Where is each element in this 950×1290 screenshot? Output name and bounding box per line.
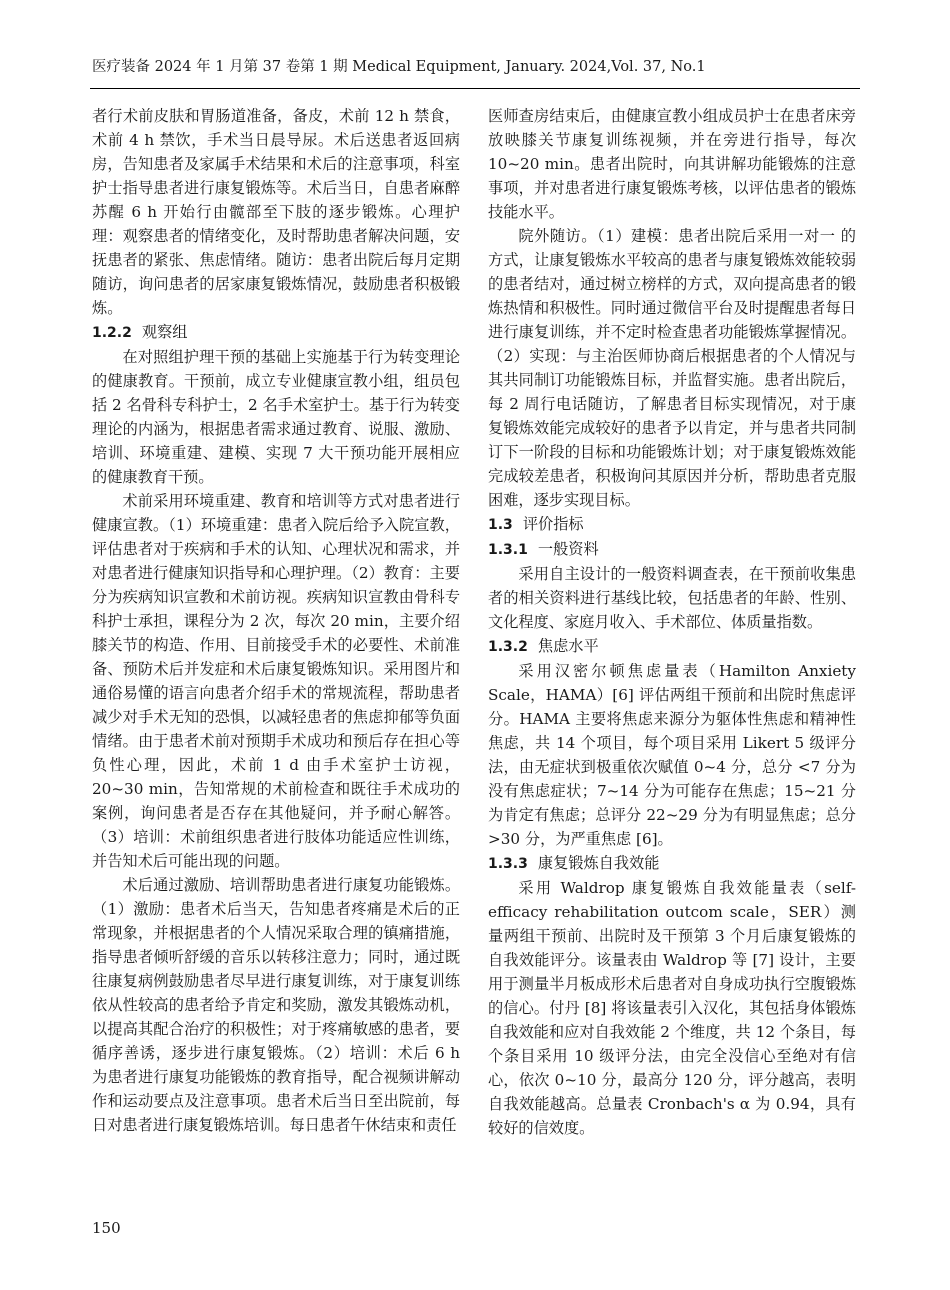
section-heading-1-3-2 xyxy=(488,634,856,659)
section-heading-1-3 xyxy=(488,512,856,537)
section-title: 焦虑水平 xyxy=(537,637,599,655)
page-number: 150 xyxy=(92,1219,121,1237)
section-number: 1.3.3 xyxy=(488,856,528,872)
paragraph: 院外随访。（1）建模：患者出院后采用一对一 的方式，让康复锻炼水平较高的患者与康复锻炼效能较弱的患者结对，通过树立榜样的方式，双向提高患者的锻炼热情和积极性。同时通过微信平台及时提醒患者每日进行康复训练，并不定时检查患者功能锻炼掌握情况。（2）实现：与主治医师协商后根据患者的个人情况与其共同制订功能锻炼目标，并监督实施。患者出院后，每 2 周行电话随访，了解患者目标实现情况，对于康复锻炼效能完成较好的患者予以肯定，并与患者共同制订下一阶段的目标和功能锻炼计划；对于康复锻炼效能完成较差患者，积极询问其原因并分析，帮助患者克服困难，逐步实现目标。 xyxy=(488,227,856,509)
paragraph: 采用自主设计的一般资料调查表，在干预前收集患者的相关资料进行基线比较，包括患者的年龄、性别、文化程度、家庭月收入、手术部位、体质量指数。 xyxy=(488,565,856,631)
paragraph: 术前采用环境重建、教育和培训等方式对患者进行健康宣教。（1）环境重建：患者入院后给予入院宣教，评估患者对于疾病和手术的认知、心理状况和需求，并对患者进行健康知识指导和心理护理。（2）教育：主要分为疾病知识宣教和术前访视。疾病知识宣教由骨科专科护士承担，课程分为 2 次，每次 20 min，主要介绍膝关节的构造、作用、目前接受手术的必要性、术前准备、预防术后并发症和术后康复锻炼知识。采用图片和通俗易懂的语言向患者介绍手术的常规流程，帮助患者减少对手术无知的恐惧，以减轻患者的焦虑抑郁等负面情绪。由于患者术前对预期手术成功和预后存在担心等负性心理，因此，术前 1 d 由手术室护士访视，20~30 min，告知常规的术前检查和既往手术成功的案例，询问患者是否存在其他疑问，并予耐心解答。（3）培训：术前组织患者进行肢体功能适应性训练，并告知术后可能出现的问题。 xyxy=(92,492,460,870)
section-title: 康复锻炼自我效能 xyxy=(537,854,660,872)
left-column xyxy=(92,104,460,1137)
section-heading-1-2-2 xyxy=(92,320,460,345)
running-header: 医疗装备 2024 年 1 月第 37 卷第 1 期 Medical Equipment, January. 2024,Vol. 37, No.1 xyxy=(92,59,706,75)
paragraph-continued: 医师查房结束后，由健康宣教小组成员护士在患者床旁放映膝关节康复训练视频，并在旁进行指导，每次 10~20 min。患者出院时，向其讲解功能锻炼的注意事项，并对患者进行康复锻炼考核，以评估患者的锻炼技能水平。 xyxy=(488,107,856,221)
paragraph: 术后通过激励、培训帮助患者进行康复功能锻炼。（1）激励：患者术后当天，告知患者疼痛是术后的正常现象，并根据患者的个人情况采取合理的镇痛措施，指导患者倾听舒缓的音乐以转移注意力；同时，通过既往康复病例鼓励患者尽早进行康复训练，对于康复训练依从性较高的患者给予肯定和奖励，激发其锻炼动机，以提高其配合治疗的积极性；对于疼痛敏感的患者，要循序善诱，逐步进行康复锻炼。（2）培训：术后 6 h 为患者进行康复功能锻炼的教育指导，配合视频讲解动作和运动要点及注意事项。患者术后当日至出院前，每日对患者进行康复锻炼培训。每日患者午休结束和责任 xyxy=(92,876,460,1134)
paragraph: 在对照组护理干预的基础上实施基于行为转变理论的健康教育。干预前，成立专业健康宣教小组，组员包括 2 名骨科专科护士，2 名手术室护士。基于行为转变理论的内涵为，根据患者需求通过教育、说服、激励、培训、环境重建、建模、实现 7 大干预功能开展相应的健康教育干预。 xyxy=(92,348,460,486)
section-number: 1.3.2 xyxy=(488,639,528,655)
section-heading-1-3-3 xyxy=(488,851,856,876)
section-number: 1.2.2 xyxy=(92,325,132,341)
section-heading-1-3-1 xyxy=(488,537,856,562)
section-title: 观察组 xyxy=(141,323,188,341)
right-column xyxy=(488,104,856,1140)
section-number: 1.3.1 xyxy=(488,542,528,558)
paragraph-continued: 者行术前皮肤和胃肠道准备，备皮，术前 12 h 禁食，术前 4 h 禁饮，手术当日晨导尿。术后送患者返回病房，告知患者及家属手术结果和术后的注意事项，科室护士指导患者进行康复锻炼等。术后当日，自患者麻醉苏醒 6 h 开始行由髋部至下肢的逐步锻炼。心理护理：观察患者的情绪变化，及时帮助患者解决问题，安抚患者的紧张、焦虑情绪。随访：患者出院后每月定期随访，询问患者的居家康复锻炼情况，鼓励患者积极锻炼。 xyxy=(92,107,460,317)
section-title: 评价指标 xyxy=(522,515,584,533)
section-number: 1.3 xyxy=(488,517,513,533)
section-title: 一般资料 xyxy=(537,540,599,558)
header-rule xyxy=(90,88,860,89)
paragraph: 采用汉密尔顿焦虑量表（Hamilton Anxiety Scale，HAMA）[6] 评估两组干预前和出院时焦虑评分。HAMA 主要将焦虑来源分为躯体性焦虑和精神性焦虑，共 14 个项目，每个项目采用 Likert 5 级评分法，由无症状到极重依次赋值 0~4 分，总分 <7 分为没有焦虑症状；7~14 分为可能存在焦虑；15~21 分为肯定有焦虑；总评分 22~29 分为有明显焦虑；总分 >30 分，为严重焦虑 [6]。 xyxy=(488,662,856,848)
paragraph: 采用 Waldrop 康复锻炼自我效能量表（self-efficacy rehabilitation outcom scale，SER）测量两组干预前、出院时及干预第 3 个月后康复锻炼的自我效能评分。该量表由 Waldrop 等 [7] 设计，主要用于测量半月板成形术后患者对自身成功执行空腹锻炼的信心。付丹 [8] 将该量表引入汉化，其包括身体锻炼自我效能和应对自我效能 2 个维度，共 12 个条目，每个条目采用 10 级评分法，由完全没信心至绝对有信心，依次 0~10 分，最高分 120 分，评分越高，表明自我效能越高。总量表 Cronbach's α 为 0.94，具有较好的信效度。 xyxy=(488,879,856,1137)
